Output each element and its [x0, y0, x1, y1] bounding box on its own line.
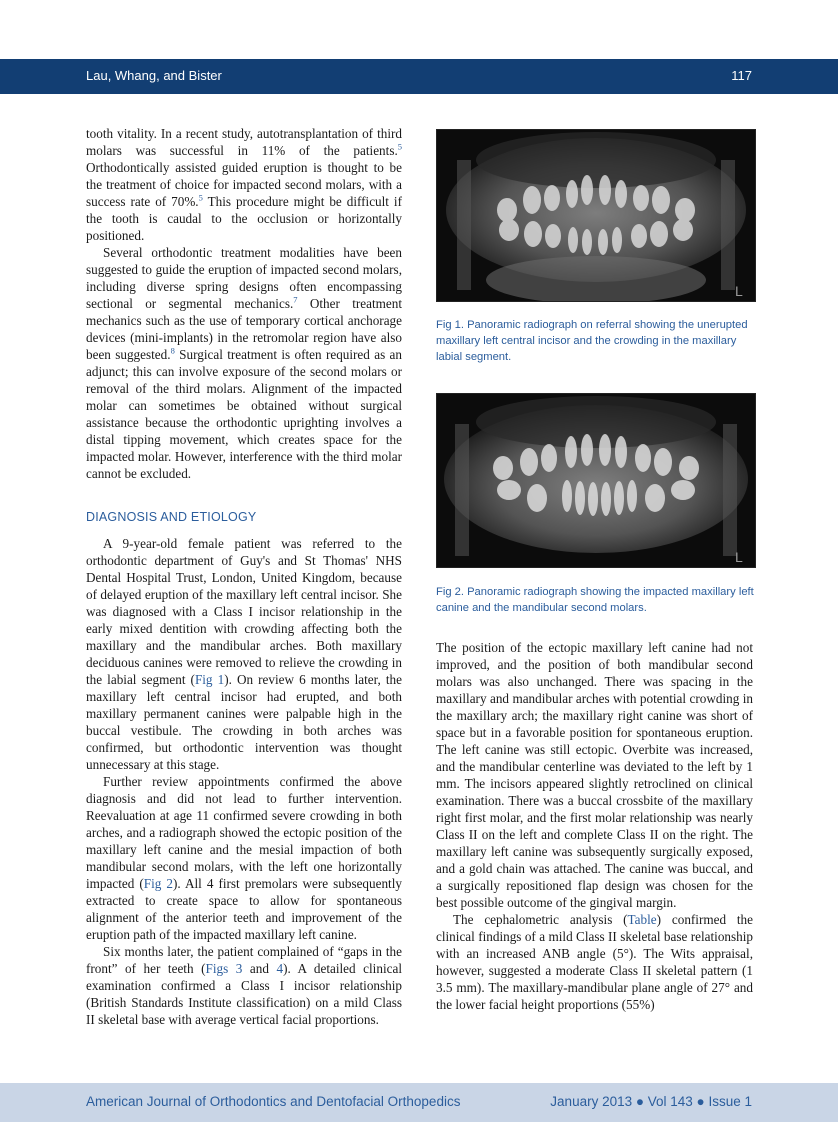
paragraph: A 9-year-old female patient was referred to the orthodontic department of Guy's and St Thomas' NHS Dental Hospital Trust, London, United Kingdom, because of delayed eruption of the maxillary left central incisor. She was diagnosed with a Class I incisor relationship in the early mixed dentition with crowding affecting both the maxillary and the mandibular arches. Both maxillary deciduous canines were removed to relieve the crowding in the labial segment (Fig 1). On review 6 months later, the maxillary left central incisor had erupted, and both maxillary permanent canines were palpable high in the buccal vestibule. The crowding in both arches was confirmed, but orthodontic intervention was thought unnecessary at this stage.	[86, 536, 402, 772]
figure-1-caption: Fig 1. Panoramic radiograph on referral showing the unerupted maxillary left central incisor and the crowding in the maxillary labial segment.	[436, 319, 748, 363]
journal-name: American Journal of Orthodontics and Dentofacial Orthopedics	[86, 1094, 461, 1109]
running-header	[0, 59, 838, 94]
panoramic-radiograph-image	[437, 394, 755, 567]
side-marker: L	[735, 549, 743, 565]
panoramic-radiograph-image	[437, 130, 755, 301]
figure-link[interactable]: Fig 2	[143, 876, 173, 891]
header-authors: Lau, Whang, and Bister	[86, 68, 222, 83]
table-link[interactable]: Table	[627, 912, 657, 927]
figure-link[interactable]: Fig 1	[194, 672, 225, 687]
paragraph: Several orthodontic treatment modalities have been suggested to guide the eruption of impacted second molars, including diverse spring designs often encompassing sectional or segmental mechanics.$^7$ Other treatment mechanics such as the use of temporary cortical anchorage devices (mini-implants) in the retromolar region have also been suggested.$^8$ Surgical treatment is often required as an adjunct; this can involve exposure of the second molars or removal of the third molars. Alignment of the impacted molar can sometimes be obtained without surgical assistance because the orthodontic uprighting involves a distal tipping movement, which creates space for the impacted molar. However, interference with the third molar cannot be excluded.	[86, 245, 403, 481]
citation-link[interactable]: 5	[198, 192, 203, 203]
paragraph: tooth vitality. In a recent study, autotransplantation of third molars was successful in 11% of the patients.$^5$ Orthodontically assisted guided eruption is thought to be the treatment of choice for impacted second molars, with a success rate of 70%.$^5$ This procedure might be difficult if the tooth is caudal to the occlusion or horizontally positioned.	[86, 126, 402, 243]
figure-link[interactable]: 4	[276, 961, 284, 976]
citation-link[interactable]: 8	[170, 345, 175, 356]
paragraph: The cephalometric analysis (Table) confirmed the clinical findings of a mild Class II skeletal base relationship with an increased ANB angle (5°). The Wits appraisal, however, suggested a moderate Class II skeletal pattern (1 3.5 mm). The maxillary-mandibular plane angle of 27° and the lower facial height proportions (55%)	[436, 912, 753, 1012]
running-footer	[0, 1083, 838, 1122]
citation-link[interactable]: 7	[293, 294, 298, 305]
figure-2-radiograph	[436, 393, 756, 568]
paragraph: Further review appointments confirmed the above diagnosis and did not lead to further intervention. Reevaluation at age 11 confirmed severe crowding in both arches, and a radiograph showed the ectopic position of the maxillary left canine and the mesial impaction of both mandibular second molars, with the left one horizontally impacted (Fig 2). All 4 first premolars were subsequently extracted to create space to allow for spontaneous alignment of the anterior teeth and improvement of the eruption path of the impacted maxillary left canine.	[86, 774, 402, 942]
figure-link[interactable]: Figs 3	[205, 961, 243, 976]
left-column	[86, 125, 402, 1028]
paragraph: The position of the ectopic maxillary left canine had not improved, and the position of both mandibular second molars was also unchanged. There was spacing in the maxillary and mandibular arches with potential crowding in the maxillary arch; the maxillary right canine was short of space but in a favorable position for spontaneous eruption. The left canine was still ectopic. Overbite was increased, and the mandibular centerline was deviated to the left by 1 mm. The incisors appeared slightly retroclined on clinical examination. There was a buccal crossbite of the maxillary right first molar, and the first molar relationship was nearly Class II on the left and complete Class II on the right. The maxillary left canine was subsequently surgically exposed, and a gold chain was attached. The canine was buccal, and a surgically repositioned flap design was chosen for the best possible outcome of the gingival margin.	[436, 640, 753, 910]
page-number: 117	[731, 68, 752, 83]
citation-link[interactable]: 5	[397, 141, 402, 152]
right-column	[436, 639, 753, 1013]
side-marker: L	[735, 283, 743, 299]
section-heading: DIAGNOSIS AND ETIOLOGY	[86, 510, 257, 524]
paragraph: Six months later, the patient complained of “gaps in the front” of her teeth (Figs 3 and 4). A detailed clinical examination confirmed a Class I incisor relationship (British Standards Institute classification) on a mild Class II skeletal base with average vertical facial proportions.	[86, 944, 402, 1027]
issue-info: January 2013 ● Vol 143 ● Issue 1	[550, 1094, 752, 1109]
figure-1-radiograph	[436, 129, 756, 302]
figure-2-caption: Fig 2. Panoramic radiograph showing the impacted maxillary left canine and the mandibular second molars.	[436, 586, 754, 614]
